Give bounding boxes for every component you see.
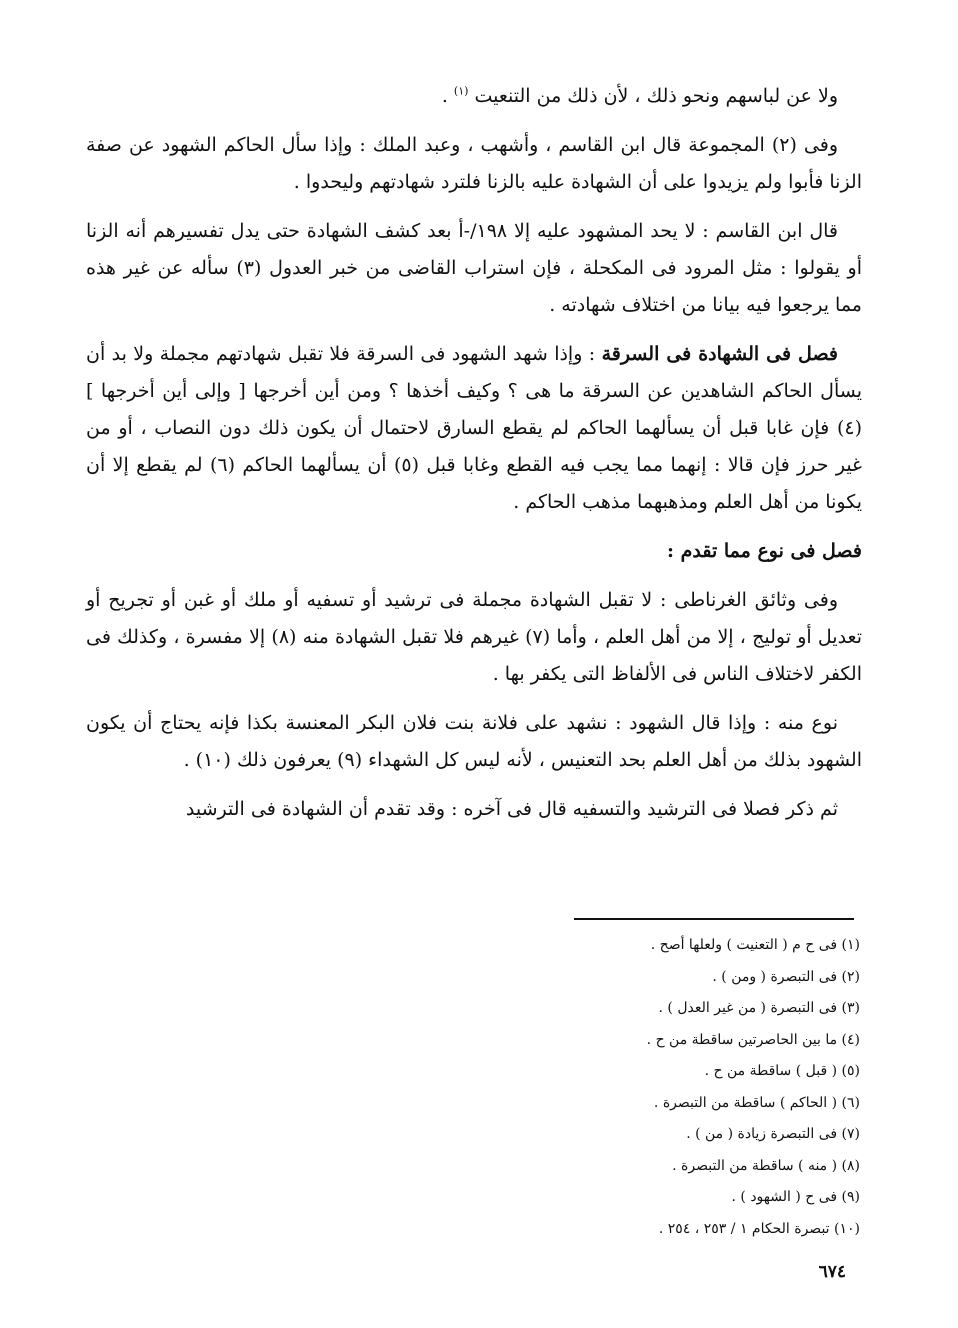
footnote-item: (٨) ( منه ) ساقطة من التبصرة . [672,1157,860,1174]
footnote-item: (٣) فى التبصرة ( من غير العدل ) . [658,1000,860,1016]
footnote-ref: (١) [453,84,469,98]
paragraph-text: ثم ذكر فصلا فى الترشيد والتسفيه قال فى آخره : وقد تقدم أن الشهادة فى الترشيد [185,798,838,820]
heading-text: فصل فى نوع مما تقدم [680,540,862,562]
footnote-item: (٧) فى التبصرة زيادة ( من ) . [686,1126,860,1142]
footnotes-list [300,930,860,1245]
footnote-item: (٦) ( الحاكم ) ساقطة من التبصرة . [653,1094,860,1111]
paragraph-6 [86,705,862,779]
paragraph-4 [86,336,862,521]
footnote-item: (٤) ما بين الحاصرتين ساقطة من ح . [646,1031,860,1048]
footnote-separator [574,918,854,920]
paragraph-1 [86,78,862,115]
section-heading-type [86,533,862,570]
footnote-item: (٥) ( قبل ) ساقطة من ح . [704,1063,860,1079]
heading-colon: : [667,540,681,562]
paragraph-text: وفى وثائق الغرناطى : لا تقبل الشهادة مجملة فى ترشيد أو تسفيه أو ملك أو غبن أو تجريح أو تعديل أو توليج ، إلا من أهل العلم ، وأما (٧) غيرهم فلا تقبل الشهادة منه (٨) إلا مفسرة ، وكذلك فى الكفر لاختلاف الناس فى الألفاظ التى يكفر بها . [86,589,863,685]
paragraph-text: قال ابن القاسم : لا يحد المشهود عليه إلا ١٩٨/-أ بعد كشف الشهادة حتى يدل تفسيرهم أنه الزنا أو يقولوا : مثل المرود فى المكحلة ، فإن استراب القاضى من خبر العدول (٣) سأله عن غير هذه مما يرجعوا فيه بيانا من اختلاف شهادته . [86,220,863,316]
paragraph-tail: . [441,85,448,107]
paragraph-7 [86,791,862,828]
footnote-item: (٩) فى ح ( الشهود ) . [731,1189,860,1205]
page-number: ٦٧٤ [818,1262,846,1282]
paragraph-text: : وإذا شهد الشهود فى السرقة فلا تقبل شهادتهم مجملة ولا بد أن يسأل الحاكم الشاهدين عن السرقة ما هى ؟ وكيف أخذها ؟ ومن أين أخرجها [ وإلى أين أخرجها ] (٤) فإن غابا قبل أن يسألهما الحاكم لم يقطع السارق لاحتمال أن يكون ذلك دون النصاب ، أو من غير حرز فإن قالا : إنهما مما يجب فيه القطع وغابا قبل (٥) أن يسألهما الحاكم (٦) لم يقطع إلا أن يكونا من أهل العلم ومذهبهما مذهب الحاكم . [86,343,862,513]
paragraph-text: وفى (٢) المجموعة قال ابن القاسم ، وأشهب ، وعبد الملك : وإذا سأل الحاكم الشهود عن صفة الزنا فأبوا ولم يزيدوا على أن الشهادة عليه بالزنا فلترد شهادتهم وليحدوا . [86,134,862,193]
paragraph-2 [86,127,862,201]
footnote-item: (٢) فى التبصرة ( ومن ) . [712,968,860,985]
footnote-item: (١٠) تبصرة الحكام ١ / ٢٥٣ ، ٢٥٤ . [658,1220,860,1237]
section-heading-theft: فصل فى الشهادة فى السرقة [601,343,839,365]
paragraph-3 [86,213,862,324]
footnote-item: (١) فى ح م ( التعنيت ) ولعلها أصح . [650,937,860,953]
paragraph-text: ولا عن لباسهم ونحو ذلك ، لأن ذلك من التنعيت [474,85,838,107]
main-text [86,78,862,840]
paragraph-5 [86,582,862,693]
paragraph-text: نوع منه : وإذا قال الشهود : نشهد على فلانة بنت فلان البكر المعنسة بكذا فإنه يحتاج أن يكون الشهود بذلك من أهل العلم بحد التعنيس ، لأنه ليس كل الشهداء (٩) يعرفون ذلك (١٠) . [86,712,862,771]
